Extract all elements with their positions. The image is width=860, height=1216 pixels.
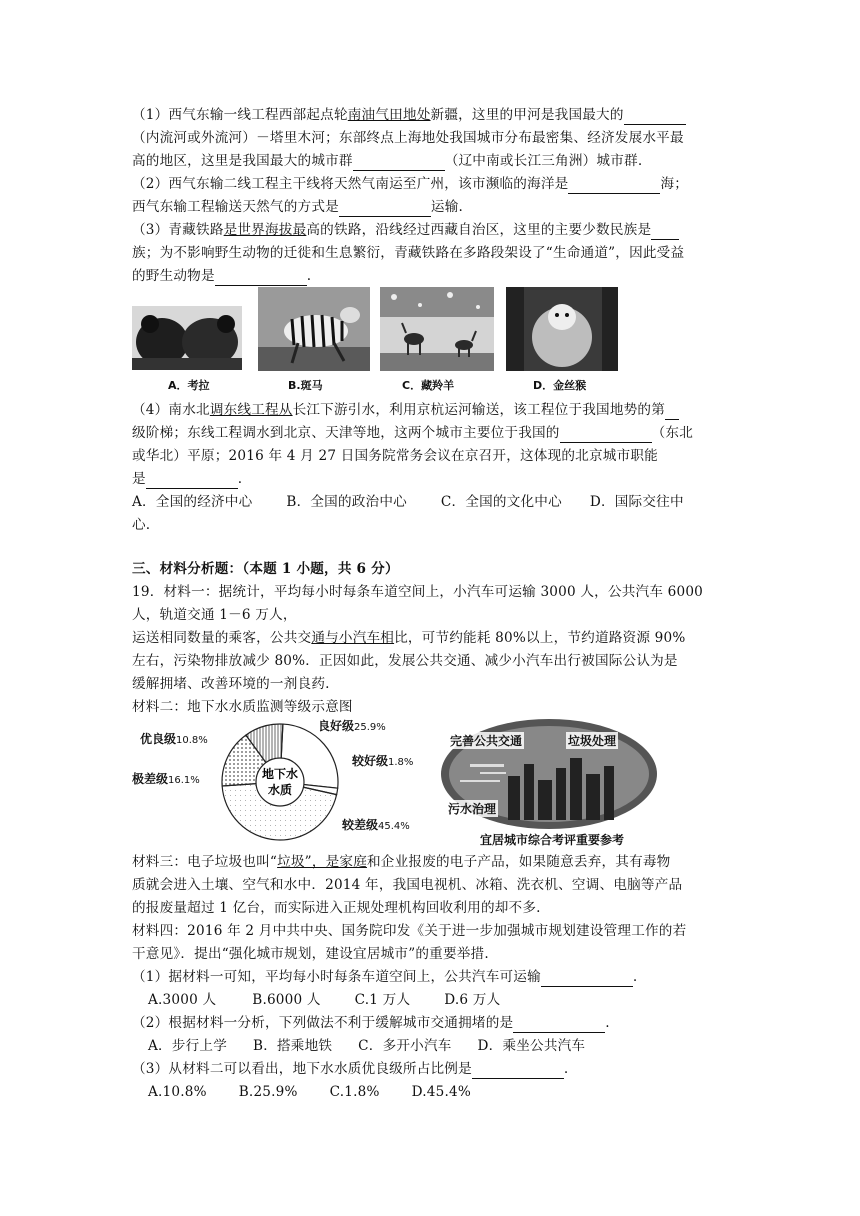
text: . xyxy=(605,1015,610,1031)
text: （2）根据材料一分析，下列做法不利于缓解城市交通拥堵的是 xyxy=(132,1015,514,1031)
city-label-garbage: 垃圾处理 xyxy=(568,734,617,748)
antelope-caption: C．藏羚羊 xyxy=(402,379,455,392)
text: 西气东输工程输送天然气的方式是 xyxy=(132,199,339,215)
zebra-caption: B.斑马 xyxy=(288,379,323,392)
zebra-photo xyxy=(258,287,370,371)
text: 运输. xyxy=(430,199,464,215)
answer-blank xyxy=(513,1017,605,1033)
city-label-public-transport: 完善公共交通 xyxy=(450,734,523,748)
pie-label-lianghao: 良好级25.9% xyxy=(318,719,386,733)
question3-options xyxy=(148,1082,471,1102)
text: 级阶梯；东线工程调水到北京、天津等地，这两个城市主要位于我国的 xyxy=(132,425,560,441)
material1-line2: 人，轨道交通 1－6 万人， xyxy=(132,607,297,623)
text: （1）据材料一可知，平均每小时每条车道空间上，公共汽车可运输 xyxy=(132,969,541,985)
city-label-sewage: 污水治理 xyxy=(448,802,497,816)
text: . xyxy=(563,1061,569,1077)
answer-blank xyxy=(146,473,238,489)
koala-caption: A．考拉 xyxy=(168,379,210,392)
question1 xyxy=(132,967,637,987)
option-d: D.45.4% xyxy=(411,1084,471,1100)
text: （2）西气东输二线工程主干线将天然气南运至广州，该市濒临的海洋是 xyxy=(132,176,569,192)
text: 是 xyxy=(132,471,146,487)
material3-line3: 的报废量超过 1 亿台，而实际进入正规处理机构回收利用的却不多. xyxy=(132,900,541,916)
q4-part4-option-d-wrap: 心. xyxy=(132,517,151,533)
koala-photo xyxy=(132,306,242,370)
q4-part4-line4 xyxy=(132,469,242,489)
answer-blank xyxy=(472,1063,564,1079)
answer-blank xyxy=(651,224,679,240)
text: 新疆，这里的甲河是我国最大的 xyxy=(430,107,624,123)
text: . xyxy=(237,471,243,487)
option-c: C.1 万人 xyxy=(354,992,411,1008)
option-b: B．搭乘地铁 xyxy=(253,1038,333,1054)
pie-label-jiaocha: 较差级45.4% xyxy=(342,818,410,832)
material4-line2: 干意见》．提出“强化城市规划，建设宜居城市”的重要举措. xyxy=(132,946,489,962)
pie-label-jiaohao: 较好级1.8% xyxy=(352,754,414,768)
q4-part4-line2 xyxy=(132,423,693,443)
text: （4）南水北 xyxy=(132,402,210,418)
q4-part3-line1 xyxy=(132,220,679,240)
text: 的野生动物是 xyxy=(132,268,215,284)
text: . xyxy=(306,268,312,284)
option-a: A．全国的经济中心 xyxy=(132,494,253,510)
q4-part2-line2 xyxy=(132,197,463,217)
option-b: B.25.9% xyxy=(238,1084,298,1100)
question2 xyxy=(132,1013,610,1033)
option-b: B.6000 人 xyxy=(252,992,321,1008)
text: 海； xyxy=(660,176,689,192)
option-d: D．乘坐公共汽车 xyxy=(477,1038,586,1054)
option-a: A．步行上学 xyxy=(148,1038,227,1054)
q4-part1-line2: （内流河或外流河）－塔里木河；东部终点上海地处我国城市分布最密集、经济发展水平最 xyxy=(132,130,684,146)
question1-options xyxy=(148,990,500,1010)
golden-monkey-photo xyxy=(506,287,618,371)
text: （3）青藏铁路 xyxy=(132,222,224,238)
underlined-text: 是世界海拔最 xyxy=(223,222,307,238)
q4-part4-options xyxy=(132,492,684,512)
pie-label-youliang: 优良级10.8% xyxy=(140,732,208,746)
text: （3）从材料二可以看出，地下水水质优良级所占比例是 xyxy=(132,1061,472,1077)
option-d: D．国际交往中 xyxy=(589,494,684,510)
pie-center xyxy=(256,758,304,806)
question2-options xyxy=(148,1036,585,1056)
option-d: D.6 万人 xyxy=(444,992,501,1008)
q4-part3-line2: 族；为不影响野生动物的迁徙和生息繁衍，青藏铁路在多路段架设了“生命通道”，因此受益 xyxy=(132,245,685,261)
q4-part3-line3 xyxy=(132,266,311,286)
underlined-text: 垃圾”，是家庭 xyxy=(277,854,368,870)
text: 材料三：电子垃圾也叫“ xyxy=(132,854,278,870)
q4-part1-line1 xyxy=(132,105,686,125)
option-a: A.10.8% xyxy=(148,1084,207,1100)
material1-line5: 缓解拥堵、改善环境的一剂良药. xyxy=(132,676,330,692)
answer-blank xyxy=(339,201,431,217)
text: 运送相同数量的乘客，公共交 xyxy=(132,630,312,646)
option-c: C．全国的文化中心 xyxy=(440,494,562,510)
pie-label-jicha: 极差级16.1% xyxy=(132,772,200,786)
underlined-text: 调东线工程从 xyxy=(209,402,293,418)
city-image-caption: 宜居城市综合考评重要参考 xyxy=(480,833,625,847)
pie-center-label-1: 地下水 xyxy=(261,767,299,781)
q4-part4-line3: 或华北）平原；2016 年 4 月 27 日国务院常务会议在京召开，这体现的北京城市职能 xyxy=(132,448,658,464)
text: 和企业报废的电子产品，如果随意丢弃，其有毒物 xyxy=(367,854,671,870)
material3-line2: 质就会进入土壤、空气和水中．2014 年，我国电视机、冰箱、洗衣机、空调、电脑等产品 xyxy=(132,877,683,893)
material4-line1: 材料四：2016 年 2 月中共中央、国务院印发《关于进一步加强城市规划建设管理工作的若 xyxy=(132,923,687,939)
answer-blank xyxy=(541,971,633,987)
material1-line4: 左右，污染物排放减少 80%．正因如此，发展公共交通、减少小汽车出行被国际公认为是 xyxy=(132,653,678,669)
text: （东北 xyxy=(651,425,693,441)
underlined-text: 通与小汽车相 xyxy=(311,630,395,646)
question3 xyxy=(132,1059,568,1079)
text: 比，可节约能耗 80%以上，节约道路资源 90% xyxy=(394,630,686,646)
material1-line1: 19．材料一：据统计，平均每小时每条车道空间上，小汽车可运输 3000 人，公共汽车 6000 xyxy=(132,584,704,600)
section-heading: 三、材料分析题：（本题 1 小题，共 6 分） xyxy=(132,561,399,577)
q4-part4-line1 xyxy=(132,400,679,420)
option-c: C．多开小汽车 xyxy=(358,1038,452,1054)
text: 高的铁路，沿线经过西藏自治区，这里的主要少数民族是 xyxy=(306,222,652,238)
material1-line3 xyxy=(132,628,685,648)
text: 高的地区，这里是我国最大的城市群 xyxy=(132,153,353,169)
text: （1）西气东输一线工程西部起点轮 xyxy=(132,107,348,123)
answer-blank xyxy=(215,270,307,286)
q4-part2-line1 xyxy=(132,174,688,194)
option-b: B．全国的政治中心 xyxy=(286,494,407,510)
antelope-photo xyxy=(380,287,494,371)
underlined-text: 南油气田地处 xyxy=(347,107,431,123)
text: （辽中南或长江三角洲）城市群. xyxy=(444,153,643,169)
golden-monkey-caption: D．金丝猴 xyxy=(533,379,587,392)
material2-caption: 材料二：地下水水质监测等级示意图 xyxy=(132,699,353,715)
material3-line1 xyxy=(132,852,670,872)
q4-part1-line3 xyxy=(132,151,642,171)
option-c: C.1.8% xyxy=(329,1084,380,1100)
answer-blank xyxy=(560,427,652,443)
text: 长江下游引水，利用京杭运河输送，该工程位于我国地势的第 xyxy=(292,402,666,418)
answer-blank xyxy=(665,404,679,420)
answer-blank xyxy=(353,155,445,171)
text: . xyxy=(632,969,638,985)
pie-center-label-2: 水质 xyxy=(267,783,293,797)
answer-blank xyxy=(624,109,686,125)
option-a: A.3000 人 xyxy=(148,992,217,1008)
answer-blank xyxy=(568,178,660,194)
